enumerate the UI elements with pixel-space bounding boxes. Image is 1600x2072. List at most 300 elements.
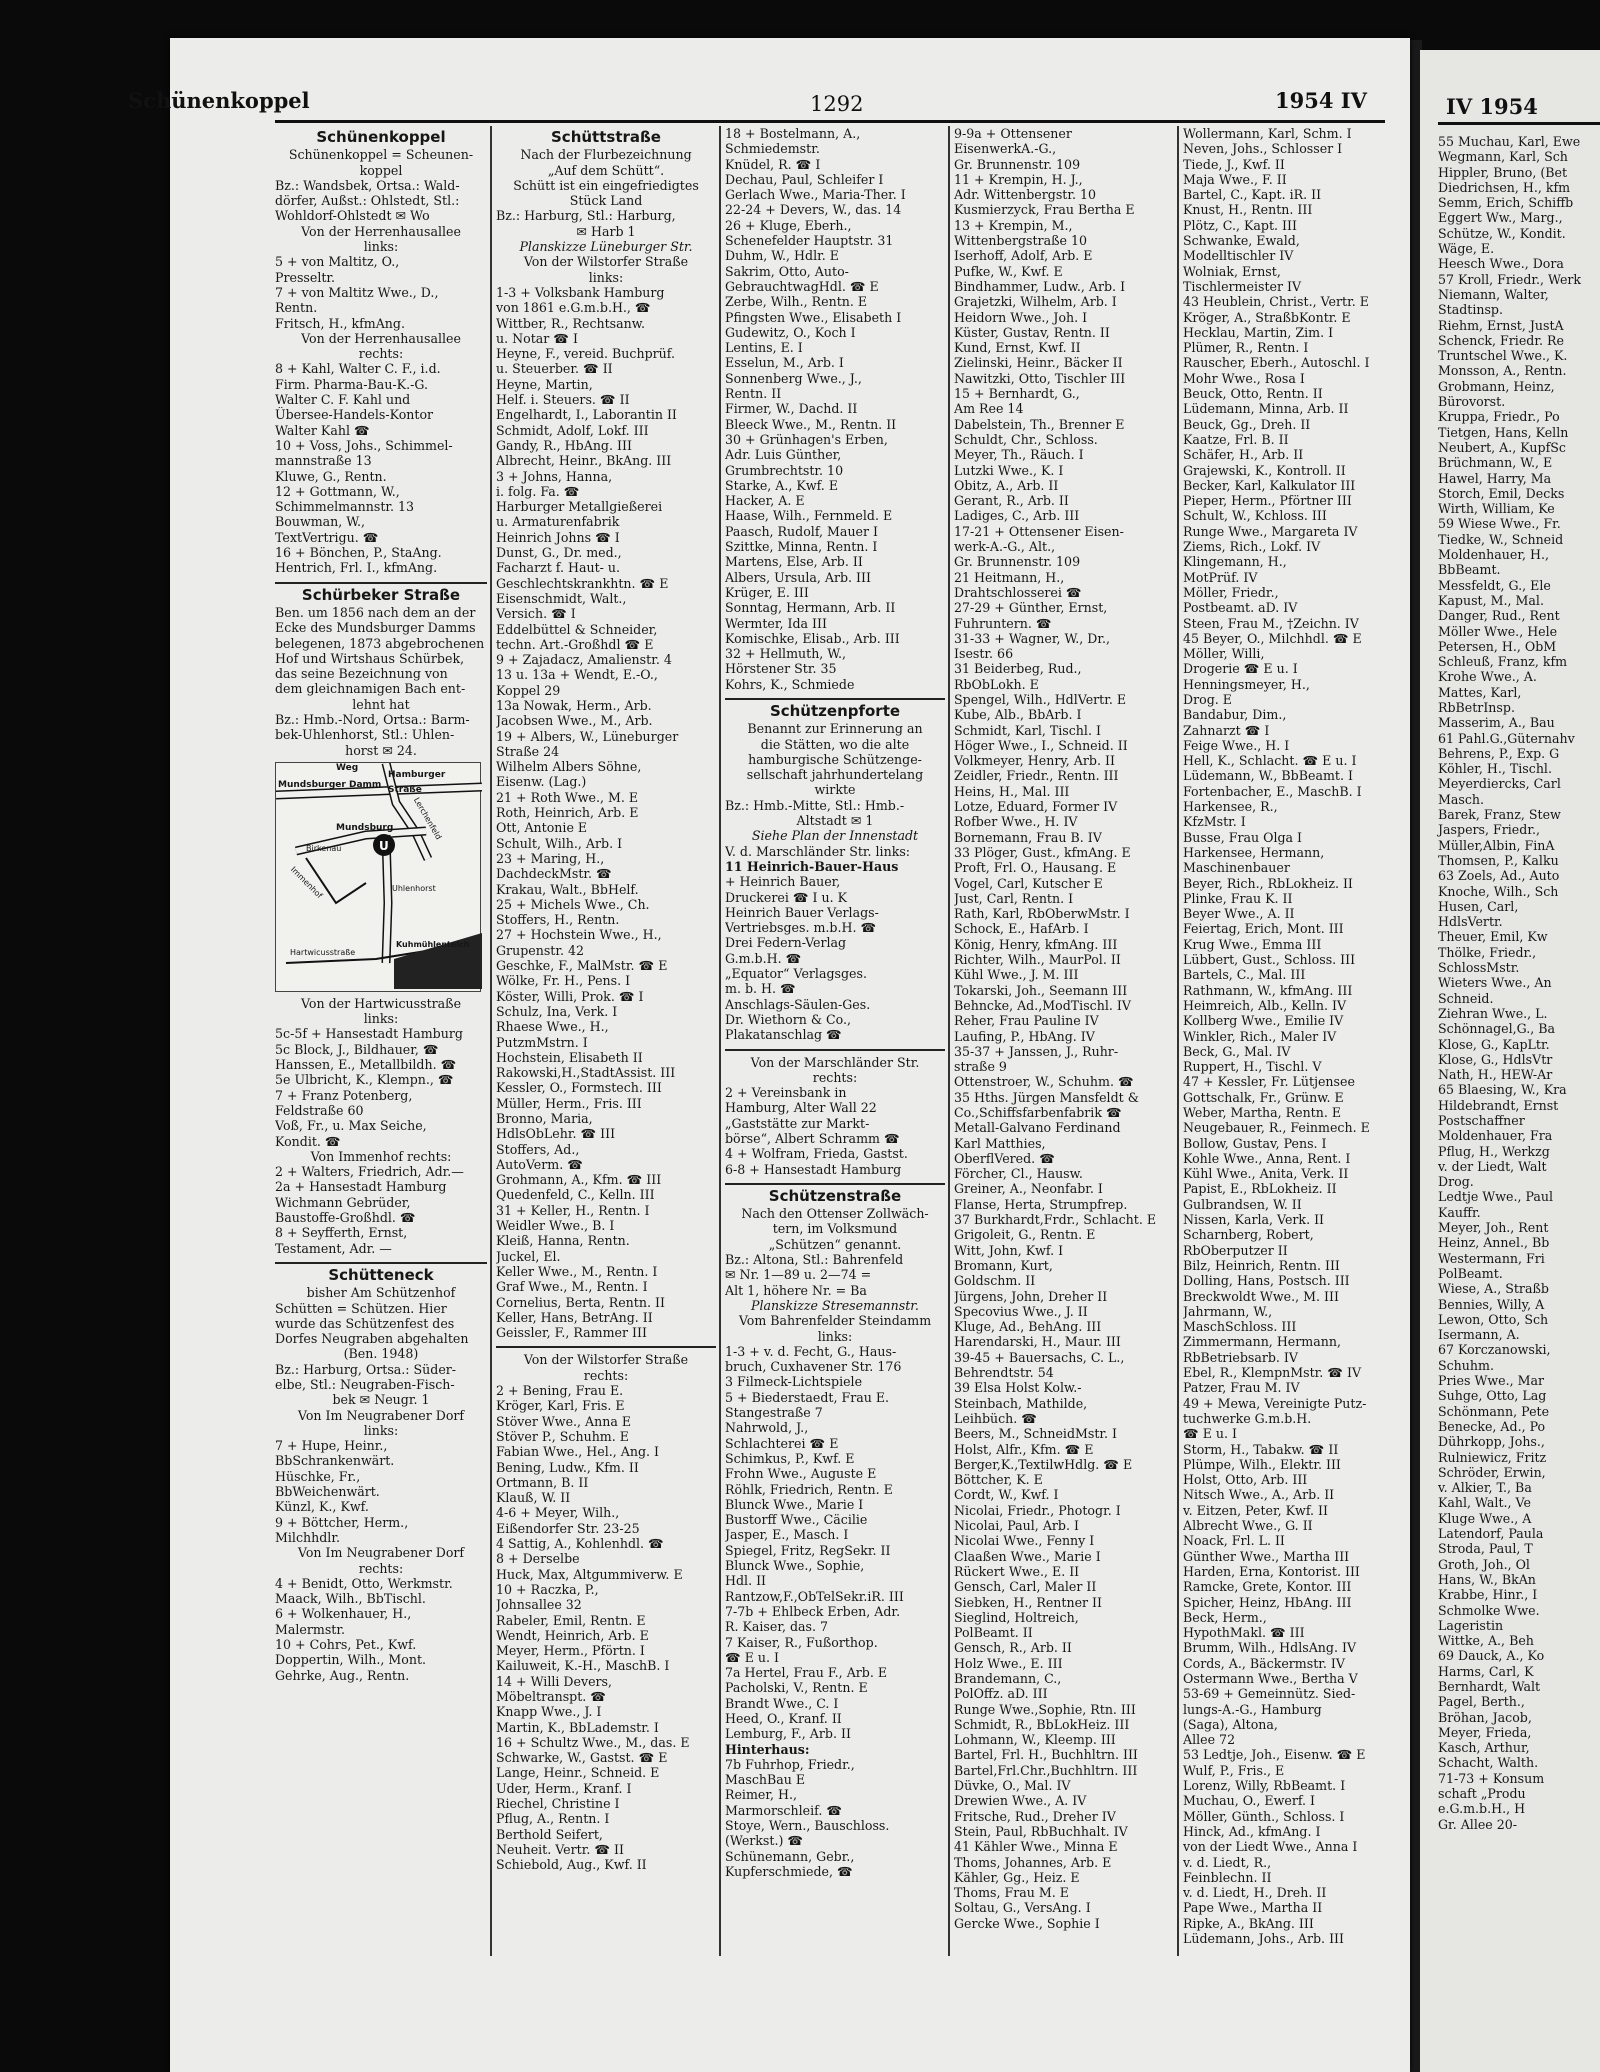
directory-entry: Proft, Frl. O., Hausang. E bbox=[954, 860, 1117, 876]
street-note: sellschaft jahrhundertelang bbox=[746, 767, 924, 783]
directory-entry: Feiertag, Erich, Mont. III bbox=[1183, 921, 1344, 937]
facing-entry: Stroda, Paul, T bbox=[1438, 1541, 1533, 1557]
directory-entry: Kühl Wwe., Anita, Verk. II bbox=[1183, 1166, 1349, 1182]
facing-column bbox=[1438, 134, 1581, 1832]
directory-entry: Rakowski,H.,StadtAssist. III bbox=[496, 1065, 676, 1081]
directory-entry: Kohle Wwe., Anna, Rent. I bbox=[1183, 1150, 1351, 1166]
directory-entry: Kondit. ☎ bbox=[275, 1133, 341, 1149]
directory-entry: 10 + Voss, Johs., Schimmel- bbox=[275, 437, 453, 453]
directory-entry: Bronno, Maria, bbox=[496, 1111, 593, 1126]
facing-header-rule bbox=[1438, 122, 1600, 125]
directory-entry: Lemburg, F., Arb. II bbox=[725, 1726, 851, 1742]
directory-entry: Cordt, W., Kwf. I bbox=[954, 1487, 1059, 1503]
directory-entry: Stein, Paul, RbBuchhalt. IV bbox=[954, 1823, 1128, 1839]
directory-entry: Becker, Karl, Kalkulator III bbox=[1183, 477, 1356, 493]
directory-entry: PolOffz. aD. III bbox=[954, 1686, 1048, 1702]
facing-entry: Husen, Carl, bbox=[1438, 898, 1519, 914]
facing-entry: Meyer, Frieda, bbox=[1438, 1724, 1532, 1740]
directory-entry: Engelhardt, I., Laborantin II bbox=[496, 407, 677, 423]
directory-entry: Pape Wwe., Martha II bbox=[1183, 1900, 1323, 1916]
facing-entry: Kauffr. bbox=[1438, 1204, 1481, 1220]
directory-entry: Bollow, Gustav, Pens. I bbox=[1183, 1135, 1327, 1151]
directory-entry: Stangestraße 7 bbox=[725, 1405, 823, 1421]
section-divider bbox=[496, 1346, 716, 1348]
directory-entry: 45 Beyer, O., Milchhdl. ☎ E bbox=[1183, 630, 1362, 646]
directory-entry: Fritsche, Rud., Dreher IV bbox=[954, 1808, 1116, 1824]
street-heading: Schüttstraße bbox=[551, 128, 661, 146]
directory-entry: Obitz, A., Arb. II bbox=[954, 477, 1059, 493]
directory-entry: Schenefelder Hauptstr. 31 bbox=[725, 233, 894, 249]
directory-entry: 26 + Kluge, Eberh., bbox=[725, 217, 852, 233]
directory-entry: Isestr. 66 bbox=[954, 646, 1014, 662]
facing-entry: Schneid. bbox=[1438, 990, 1494, 1006]
directory-entry: Gercke Wwe., Sophie I bbox=[954, 1915, 1100, 1931]
facing-entry: Mattes, Karl, bbox=[1438, 684, 1522, 700]
directory-entry: Kröger, A., StraßbKontr. E bbox=[1183, 309, 1351, 325]
directory-entry: Breckwoldt Wwe., M. III bbox=[1183, 1288, 1339, 1304]
column-divider bbox=[490, 126, 492, 1956]
directory-entry: G.m.b.H. ☎ bbox=[725, 950, 802, 966]
directory-entry: Schimmelmannstr. 13 bbox=[275, 499, 415, 515]
directory-entry: 27 + Hochstein Wwe., H., bbox=[496, 927, 662, 943]
directory-entry: Beck, G., Mal. IV bbox=[1183, 1043, 1291, 1059]
directory-entry: Beyer Wwe., A. II bbox=[1183, 906, 1295, 922]
directory-entry: Pflug, A., Rentn. I bbox=[496, 1811, 610, 1827]
directory-entry: Bartel, Frl. H., Buchhltrn. III bbox=[954, 1747, 1138, 1763]
directory-entry: 2 + Walters, Friedrich, Adr.— bbox=[275, 1164, 464, 1180]
directory-entry: Dunst, G., Dr. med., bbox=[496, 545, 622, 561]
facing-page bbox=[1420, 50, 1600, 2072]
facing-entry: Klose, G., HdlsVtr bbox=[1438, 1051, 1553, 1067]
facing-entry: Kapust, M., Mal. bbox=[1438, 592, 1544, 608]
directory-entry: Grajetzki, Wilhelm, Arb. I bbox=[954, 294, 1117, 310]
directory-entry: Kröger, Karl, Fris. E bbox=[496, 1398, 625, 1414]
facing-entry: Behrens, P., Exp. G bbox=[1438, 745, 1560, 761]
facing-entry: Eggert Ww., Marg., bbox=[1438, 210, 1563, 226]
directory-entry: Holst, Alfr., Kfm. ☎ E bbox=[954, 1441, 1094, 1457]
directory-entry: Tokarski, Joh., Seemann III bbox=[954, 982, 1128, 998]
directory-entry: 7 Kaiser, R., Fußorthop. bbox=[725, 1634, 878, 1650]
section-divider bbox=[725, 1049, 945, 1051]
directory-entry: Kleiß, Hanna, Rentn. bbox=[496, 1233, 630, 1249]
directory-entry: Bz.: Hmb.-Nord, Ortsa.: Barm- bbox=[275, 711, 470, 727]
street-note: links: bbox=[363, 1011, 399, 1027]
map-label: Birkenau bbox=[306, 843, 342, 853]
directory-entry: Eddelbüttel & Schneider, bbox=[496, 621, 658, 637]
directory-entry: Günther Wwe., Martha III bbox=[1183, 1548, 1350, 1564]
directory-entry: Claaßen Wwe., Marie I bbox=[954, 1548, 1101, 1564]
directory-entry: Rantzow,F.,ObTelSekr.iR. III bbox=[725, 1588, 904, 1604]
directory-entry: Beers, M., SchneidMstr. I bbox=[954, 1426, 1118, 1442]
directory-entry: 9 + Zajadacz, Amalienstr. 4 bbox=[496, 652, 672, 668]
directory-entry: 5e Ulbricht, K., Klempn., ☎ bbox=[275, 1072, 454, 1088]
directory-entry: Heimreich, Alb., Kelln. IV bbox=[1183, 997, 1347, 1013]
directory-entry: Spengel, Wilh., HdlVertr. E bbox=[954, 691, 1127, 707]
directory-entry: Scharnberg, Robert, bbox=[1183, 1227, 1314, 1243]
directory-entry: Geschlechtskrankhtn. ☎ E bbox=[496, 575, 669, 591]
directory-entry: Pacholski, V., Rentn. E bbox=[725, 1680, 868, 1696]
facing-entry: Lageristin bbox=[1438, 1617, 1504, 1633]
directory-entry: EisenwerkA.-G., bbox=[954, 141, 1057, 157]
directory-entry: Kluge, Ad., BehAng. III bbox=[954, 1319, 1102, 1335]
directory-entry: Albers, Ursula, Arb. III bbox=[725, 569, 871, 585]
directory-entry: Busse, Frau Olga I bbox=[1183, 829, 1303, 845]
directory-entry: Spicher, Heinz, HbAng. III bbox=[1183, 1594, 1352, 1610]
directory-entry: 16 + Schultz Wwe., M., das. E bbox=[496, 1734, 690, 1750]
directory-entry: 5c-5f + Hansestadt Hamburg bbox=[275, 1026, 463, 1042]
directory-entry: + Heinrich Bauer, bbox=[725, 874, 841, 890]
directory-entry: TextVertrigu. ☎ bbox=[275, 529, 379, 545]
directory-entry: Baustoffe-Großhdl. ☎ bbox=[275, 1210, 416, 1226]
facing-entry: Heesch Wwe., Dora bbox=[1438, 256, 1564, 272]
directory-entry: 7-7b + Ehlbeck Erben, Adr. bbox=[725, 1603, 901, 1619]
directory-entry: Walter C. F. Kahl und bbox=[275, 392, 411, 408]
directory-entry: „Equator“ Verlagsges. bbox=[725, 966, 867, 982]
street-note: die Stätten, wo die alte bbox=[760, 736, 910, 752]
directory-entry: Drogerie ☎ E u. I bbox=[1183, 661, 1298, 677]
directory-entry: König, Henry, kfmAng. III bbox=[954, 936, 1118, 952]
directory-entry: 13 u. 13a + Wendt, E.-O., bbox=[496, 667, 658, 683]
street-note: „Auf dem Schütt“. bbox=[547, 162, 665, 178]
directory-entry: Tiede, J., Kwf. II bbox=[1183, 156, 1285, 172]
directory-entry: HdlsObLehr. ☎ III bbox=[496, 1126, 616, 1142]
column-divider bbox=[1177, 126, 1179, 1956]
directory-entry: Wichmann Gebrüder, bbox=[275, 1194, 411, 1210]
directory-entry: Bening, Ludw., Kfm. II bbox=[496, 1459, 639, 1475]
facing-entry: Pries Wwe., Mar bbox=[1438, 1373, 1545, 1389]
facing-entry: Krabbe, Hinr., I bbox=[1438, 1587, 1538, 1603]
directory-entry: Bz.: Hmb.-Mitte, Stl.: Hmb.- bbox=[725, 797, 905, 813]
directory-column-5 bbox=[1183, 126, 1403, 1956]
directory-entry: elbe, Stl.: Neugraben-Fisch- bbox=[275, 1377, 455, 1392]
facing-entry: Kluge Wwe., A bbox=[1438, 1510, 1532, 1526]
directory-entry: Krug Wwe., Emma III bbox=[1183, 936, 1322, 952]
directory-entry: Eisenschmidt, Walt., bbox=[496, 590, 627, 606]
directory-entry: Wulf, P., Fris., E bbox=[1183, 1762, 1285, 1778]
directory-entry: Walter Kahl ☎ bbox=[275, 422, 370, 438]
directory-entry: Hamburg, Alter Wall 22 bbox=[725, 1100, 877, 1116]
directory-entry: Plakatanschlag ☎ bbox=[725, 1027, 842, 1043]
directory-entry: Winkler, Rich., Maler IV bbox=[1183, 1028, 1337, 1044]
directory-entry: Volkmeyer, Henry, Arb. II bbox=[954, 753, 1115, 769]
facing-entry: 59 Wiese Wwe., Fr. bbox=[1438, 516, 1561, 532]
directory-entry: Quedenfeld, C., Kelln. III bbox=[496, 1187, 655, 1203]
directory-entry: Vertriebsges. m.b.H. ☎ bbox=[725, 920, 877, 936]
directory-entry: v. d. Liedt, H., Dreh. II bbox=[1183, 1885, 1327, 1901]
facing-entry: Gr. Allee 20- bbox=[1438, 1816, 1518, 1832]
directory-entry: Heidorn Wwe., Joh. I bbox=[954, 309, 1088, 325]
directory-entry: PutzmMstrn. I bbox=[496, 1034, 588, 1050]
directory-entry: Duhm, W., Hdlr. E bbox=[725, 248, 839, 264]
directory-entry: Ramcke, Grete, Kontor. III bbox=[1183, 1579, 1352, 1595]
directory-entry: RbObLokh. E bbox=[954, 676, 1039, 692]
street-note: „Schützen“ genannt. bbox=[768, 1236, 902, 1252]
directory-entry: Böttcher, K. E bbox=[954, 1472, 1043, 1488]
directory-entry: Spiegel, Fritz, RegSekr. II bbox=[725, 1542, 891, 1558]
street-note: rechts: bbox=[358, 346, 404, 362]
directory-entry: Alt 1, höhere Nr. = Ba bbox=[725, 1282, 867, 1298]
facing-entry: Schütze, W., Kondit. bbox=[1438, 225, 1566, 241]
facing-entry: 67 Korczanowski, bbox=[1438, 1342, 1551, 1358]
directory-entry: 2 + Vereinsbank in bbox=[725, 1085, 847, 1101]
facing-entry: Brüchmann, W., E bbox=[1438, 455, 1553, 471]
directory-entry: 53 Ledtje, Joh., Eisenw. ☎ E bbox=[1183, 1747, 1366, 1763]
directory-entry: Neugebauer, R., Feinmech. E bbox=[1183, 1120, 1370, 1136]
directory-entry: Plötz, C., Kapt. III bbox=[1183, 217, 1297, 233]
facing-entry: Schönmann, Pete bbox=[1438, 1403, 1550, 1419]
directory-entry: Postbeamt. aD. IV bbox=[1183, 600, 1298, 616]
facing-entry: Pflug, H., Werkzg bbox=[1438, 1143, 1550, 1159]
directory-entry: techn. Art.-Großhdl ☎ E bbox=[496, 636, 654, 652]
facing-entry: Niemann, Walter, bbox=[1438, 286, 1549, 302]
directory-entry: u. Notar ☎ I bbox=[496, 330, 578, 346]
directory-entry: Hüschke, Fr., bbox=[275, 1468, 361, 1484]
directory-entry: RbBetriebsarb. IV bbox=[1183, 1349, 1299, 1365]
facing-entry: schaft „Produ bbox=[1438, 1786, 1526, 1802]
directory-entry: Möller, Friedr., bbox=[1183, 584, 1279, 600]
directory-entry: 47 + Kessler, Fr. Lütjensee bbox=[1183, 1074, 1355, 1090]
facing-entry: Bernhardt, Walt bbox=[1438, 1678, 1541, 1694]
directory-entry: Dorfes Neugraben abgehalten bbox=[275, 1331, 469, 1347]
directory-entry: Heed, O., Kranf. II bbox=[725, 1710, 842, 1726]
directory-entry: Esselun, M., Arb. I bbox=[725, 355, 844, 371]
directory-entry: 4 + Benidt, Otto, Werkmstr. bbox=[275, 1575, 453, 1591]
street-note: rechts: bbox=[583, 1367, 629, 1383]
directory-entry: Feige Wwe., H. I bbox=[1183, 737, 1290, 753]
directory-entry: ☎ E u. I bbox=[725, 1649, 779, 1665]
directory-entry: Kollberg Wwe., Emilie IV bbox=[1183, 1013, 1344, 1029]
directory-entry: Muchau, O., Ewerf. I bbox=[1183, 1793, 1316, 1809]
directory-entry: Möller, Willi, bbox=[1183, 646, 1265, 662]
directory-entry: Hof und Wirtshaus Schürbek, bbox=[275, 650, 465, 666]
directory-entry: Rofber Wwe., H. IV bbox=[954, 814, 1078, 830]
directory-entry: Voß, Fr., u. Max Seiche, bbox=[275, 1118, 427, 1134]
directory-entry: Schulz, Ina, Verk. I bbox=[496, 1003, 618, 1019]
street-note: bisher Am Schützenhof bbox=[306, 1285, 456, 1301]
directory-entry: Steen, Frau M., †Zeichn. IV bbox=[1183, 615, 1359, 631]
facing-entry: Masserim, A., Bau bbox=[1438, 715, 1555, 731]
directory-entry: Bz.: Wandsbek, Ortsa.: Wald- bbox=[275, 177, 460, 193]
facing-entry: 55 Muchau, Karl, Ewe bbox=[1438, 134, 1581, 149]
directory-entry: Gerant, R., Arb. II bbox=[954, 493, 1069, 509]
directory-entry: bek-Uhlenhorst, Stl.: Uhlen- bbox=[275, 727, 455, 743]
directory-entry: Thoms, Frau M. E bbox=[954, 1885, 1069, 1901]
street-heading: Schützenpforte bbox=[769, 701, 901, 720]
directory-entry: Hell, K., Schlacht. ☎ E u. I bbox=[1183, 753, 1357, 769]
directory-entry: Riechel, Christine I bbox=[496, 1796, 620, 1812]
facing-entry: Thomsen, P., Kalku bbox=[1438, 852, 1559, 868]
directory-entry: Dechau, Paul, Schleifer I bbox=[725, 171, 884, 187]
directory-entry: Bartel,Frl.Chr.,Buchhltrn. III bbox=[954, 1762, 1138, 1778]
street-note: Vom Bahrenfelder Steindamm bbox=[738, 1313, 932, 1329]
building-heading: Hinterhaus: bbox=[725, 1741, 810, 1757]
facing-entry: Masch. bbox=[1438, 791, 1485, 807]
directory-entry: Rath, Karl, RbOberwMstr. I bbox=[954, 906, 1130, 922]
street-note: Nach den Ottenser Zollwäch- bbox=[741, 1206, 929, 1222]
directory-entry: Straße 24 bbox=[496, 743, 560, 759]
directory-entry: 35-37 + Janssen, J., Ruhr- bbox=[954, 1043, 1119, 1059]
directory-entry: 16 + Bönchen, P., StaAng. bbox=[275, 545, 442, 561]
directory-entry: Ostermann Wwe., Bertha V bbox=[1183, 1670, 1358, 1686]
directory-entry: Modelltischler IV bbox=[1183, 248, 1294, 264]
directory-entry: Zimmermann, Hermann, bbox=[1183, 1334, 1341, 1350]
directory-entry: Hecklau, Martin, Zim. I bbox=[1183, 324, 1334, 340]
directory-entry: Schmidt, Karl, Tischl. I bbox=[954, 722, 1101, 738]
street-heading: Schütteneck bbox=[328, 1265, 434, 1284]
directory-entry: Wermter, Ida III bbox=[725, 615, 827, 631]
directory-entry: Hochstein, Elisabeth II bbox=[496, 1049, 643, 1065]
directory-entry: Johnsallee 32 bbox=[496, 1597, 582, 1613]
running-head-year: 1954 IV bbox=[1275, 88, 1367, 113]
directory-entry: Milchhdlr. bbox=[275, 1529, 340, 1545]
directory-entry: Gandy, R., HbAng. III bbox=[496, 437, 632, 453]
directory-entry: Komischke, Elisab., Arb. III bbox=[725, 630, 900, 646]
directory-entry: 2 + Bening, Frau E. bbox=[496, 1383, 624, 1399]
directory-entry: Hacker, A. E bbox=[725, 493, 805, 509]
directory-entry: Künzl, K., Kwf. bbox=[275, 1499, 369, 1515]
directory-entry: 7 + von Maltitz Wwe., D., bbox=[275, 284, 439, 300]
directory-entry: Schünemann, Gebr., bbox=[725, 1848, 855, 1864]
facing-entry: Harms, Carl, K bbox=[1438, 1663, 1534, 1679]
directory-entry: 19 + Albers, W., Lüneburger bbox=[496, 728, 679, 744]
facing-entry: Dührkopp, Johs., bbox=[1438, 1434, 1545, 1450]
directory-entry: bruch, Cuxhavener Str. 176 bbox=[725, 1359, 902, 1375]
directory-entry: 27-29 + Günther, Ernst, bbox=[954, 600, 1108, 616]
directory-entry: Greiner, A., Neonfabr. I bbox=[954, 1181, 1103, 1197]
facing-entry: Postschaffner bbox=[1438, 1113, 1525, 1128]
svg-text:U: U bbox=[379, 838, 389, 853]
directory-entry: Harkensee, Hermann, bbox=[1183, 844, 1325, 860]
directory-entry: 32 + Hellmuth, W., bbox=[725, 646, 847, 662]
directory-entry: Doppertin, Wilh., Mont. bbox=[275, 1652, 427, 1668]
directory-entry: 43 Heublein, Christ., Vertr. E bbox=[1183, 294, 1369, 310]
directory-entry: GebrauchtwagHdl. ☎ E bbox=[725, 278, 879, 294]
directory-entry: Weber, Martha, Rentn. E bbox=[1183, 1105, 1342, 1120]
directory-entry: Müller, Herm., Fris. III bbox=[496, 1095, 642, 1111]
directory-entry: Beuck, Gg., Dreh. II bbox=[1183, 416, 1311, 432]
directory-entry: belegenen, 1873 abgebrochenen bbox=[275, 635, 485, 651]
directory-entry: Kluwe, G., Rentn. bbox=[275, 468, 387, 484]
facing-entry: Messfeldt, G., Ele bbox=[1438, 577, 1551, 593]
directory-entry: Möller, Günth., Schloss. I bbox=[1183, 1808, 1345, 1824]
facing-running-head: IV 1954 bbox=[1446, 94, 1538, 119]
directory-entry: 21 Heitmann, H., bbox=[954, 569, 1065, 585]
facing-entry: Drog. bbox=[1438, 1174, 1474, 1190]
street-heading: Schützenstraße bbox=[768, 1186, 902, 1205]
directory-entry: Jacobsen Wwe., M., Arb. bbox=[496, 713, 653, 729]
directory-entry: R. Kaiser, das. 7 bbox=[725, 1619, 829, 1635]
directory-entry: Meyer, Herm., Pförtn. I bbox=[496, 1643, 645, 1659]
facing-entry: Meyerdiercks, Carl bbox=[1438, 776, 1561, 792]
directory-entry: Heins, H., Mal. III bbox=[954, 783, 1070, 799]
directory-entry: Martin, K., BbLademstr. I bbox=[496, 1719, 659, 1735]
directory-entry: Tischlermeister IV bbox=[1183, 278, 1302, 294]
directory-entry: V. d. Marschländer Str. links: bbox=[725, 843, 911, 859]
directory-entry: Adr. Wittenbergstr. 10 bbox=[954, 187, 1097, 203]
street-note: hamburgische Schützenge- bbox=[748, 751, 922, 767]
map-label: Hartwicusstraße bbox=[290, 947, 356, 957]
directory-entry: ☎ E u. I bbox=[1183, 1426, 1237, 1442]
directory-entry: Hdl. II bbox=[725, 1573, 767, 1589]
directory-entry: dem gleichnamigen Bach ent- bbox=[275, 681, 466, 697]
street-note: koppel bbox=[359, 162, 403, 178]
directory-entry: 22-24 + Devers, W., das. 14 bbox=[725, 202, 902, 218]
facing-entry: Westermann, Fri bbox=[1438, 1250, 1545, 1266]
directory-entry: 17-21 + Ottensener Eisen- bbox=[954, 523, 1124, 539]
directory-entry: mannstraße 13 bbox=[275, 453, 372, 469]
directory-entry: Sonnenberg Wwe., J., bbox=[725, 370, 862, 386]
directory-entry: Wohldorf-Ohlstedt ✉ Wo bbox=[275, 208, 430, 224]
directory-entry: Beyer, Rich., RbLokheiz. II bbox=[1183, 875, 1353, 891]
directory-entry: Ebel, R., KlempnMstr. ☎ IV bbox=[1183, 1365, 1362, 1381]
directory-entry: Plümer, R., Rentn. I bbox=[1183, 340, 1309, 356]
directory-entry: Zielinski, Heinr., Bäcker II bbox=[954, 355, 1123, 371]
directory-entry: Bz.: Altona, Stl.: Bahrenfeld bbox=[725, 1252, 904, 1268]
directory-entry: KfzMstr. I bbox=[1183, 814, 1246, 830]
facing-entry: Knoche, Wilh., Sch bbox=[1438, 883, 1559, 899]
directory-entry: Bornemann, Frau B. IV bbox=[954, 829, 1102, 845]
directory-entry: Röhlk, Friedrich, Rentn. E bbox=[725, 1481, 893, 1497]
facing-entry: Krohe Wwe., A. bbox=[1438, 669, 1537, 685]
directory-entry: 4 Sattig, A., Kohlenhdl. ☎ bbox=[496, 1536, 664, 1552]
facing-entry: Müller,Albin, FinA bbox=[1438, 837, 1555, 853]
directory-entry: 39 Elsa Holst Kolw.- bbox=[954, 1380, 1082, 1396]
column-divider bbox=[719, 126, 721, 1956]
directory-entry: BbSchrankenwärt. bbox=[275, 1453, 395, 1469]
directory-entry: 23 + Maring, H., bbox=[496, 850, 605, 866]
facing-entry: Tiedke, W., Schneid bbox=[1438, 531, 1564, 547]
facing-entry: Thölke, Friedr., bbox=[1438, 944, 1537, 960]
street-note: Von der Herrenhausallee bbox=[301, 223, 461, 239]
street-note: (Ben. 1948) bbox=[343, 1346, 419, 1362]
directory-entry: Holz Wwe., E. III bbox=[954, 1655, 1063, 1671]
directory-entry: Ecke des Mundsburger Damms bbox=[275, 620, 476, 636]
directory-entry: 37 Burkhardt,Frdr., Schlacht. E bbox=[954, 1212, 1157, 1228]
directory-entry: Gr. Brunnenstr. 109 bbox=[954, 554, 1081, 570]
directory-entry: Rathmann, W., kfmAng. III bbox=[1183, 982, 1353, 998]
directory-entry: 7b Fuhrhop, Friedr., bbox=[725, 1756, 855, 1772]
directory-entry: Nicolai, Paul, Arb. I bbox=[954, 1518, 1079, 1534]
facing-entry: 69 Dauck, A., Ko bbox=[1438, 1648, 1545, 1664]
directory-entry: Förcher, Cl., Hausw. bbox=[954, 1166, 1083, 1182]
directory-entry: Goldschm. II bbox=[954, 1273, 1036, 1289]
directory-entry: Schock, E., HafArb. I bbox=[954, 921, 1089, 937]
directory-entry: Stoffers, H., Rentn. bbox=[496, 912, 620, 928]
directory-entry: von 1861 e.G.m.b.H., ☎ bbox=[496, 300, 651, 316]
directory-entry: Harden, Erna, Kontorist. III bbox=[1183, 1563, 1360, 1579]
street-note: Von der Marschländer Str. bbox=[750, 1054, 920, 1070]
directory-entry: Weidler Wwe., B. I bbox=[496, 1218, 615, 1234]
street-note: Von der Herrenhausallee bbox=[301, 330, 461, 346]
directory-entry: 5 + Biederstaedt, Frau E. bbox=[725, 1389, 890, 1405]
directory-entry: Cornelius, Berta, Rentn. II bbox=[496, 1294, 665, 1310]
directory-entry: (Saga), Altona, bbox=[1183, 1716, 1278, 1732]
directory-entry: Schäfer, H., Arb. II bbox=[1183, 447, 1304, 463]
directory-entry: Grajewski, K., Kontroll. II bbox=[1183, 462, 1346, 478]
directory-entry: 14 + Willi Devers, bbox=[496, 1673, 613, 1689]
directory-entry: Thoms, Johannes, Arb. E bbox=[954, 1854, 1112, 1870]
directory-entry: Bz.: Harburg, Stl.: Harburg, bbox=[496, 208, 676, 224]
facing-entry: 65 Blaesing, W., Kra bbox=[1438, 1082, 1567, 1098]
directory-entry: Rentn. II bbox=[725, 386, 782, 402]
directory-entry: Ripke, A., BkAng. III bbox=[1183, 1915, 1314, 1931]
directory-entry: Feinblechn. II bbox=[1183, 1869, 1272, 1885]
facing-entry: Ledtje Wwe., Paul bbox=[1438, 1189, 1554, 1205]
directory-entry: Holst, Otto, Arb. III bbox=[1183, 1472, 1308, 1488]
plan-reference: Siehe Plan der Innenstadt bbox=[751, 828, 919, 844]
facing-entry: Schröder, Erwin, bbox=[1438, 1464, 1546, 1480]
directory-entry: Hentrich, Frl. I., kfmAng. bbox=[275, 560, 438, 576]
